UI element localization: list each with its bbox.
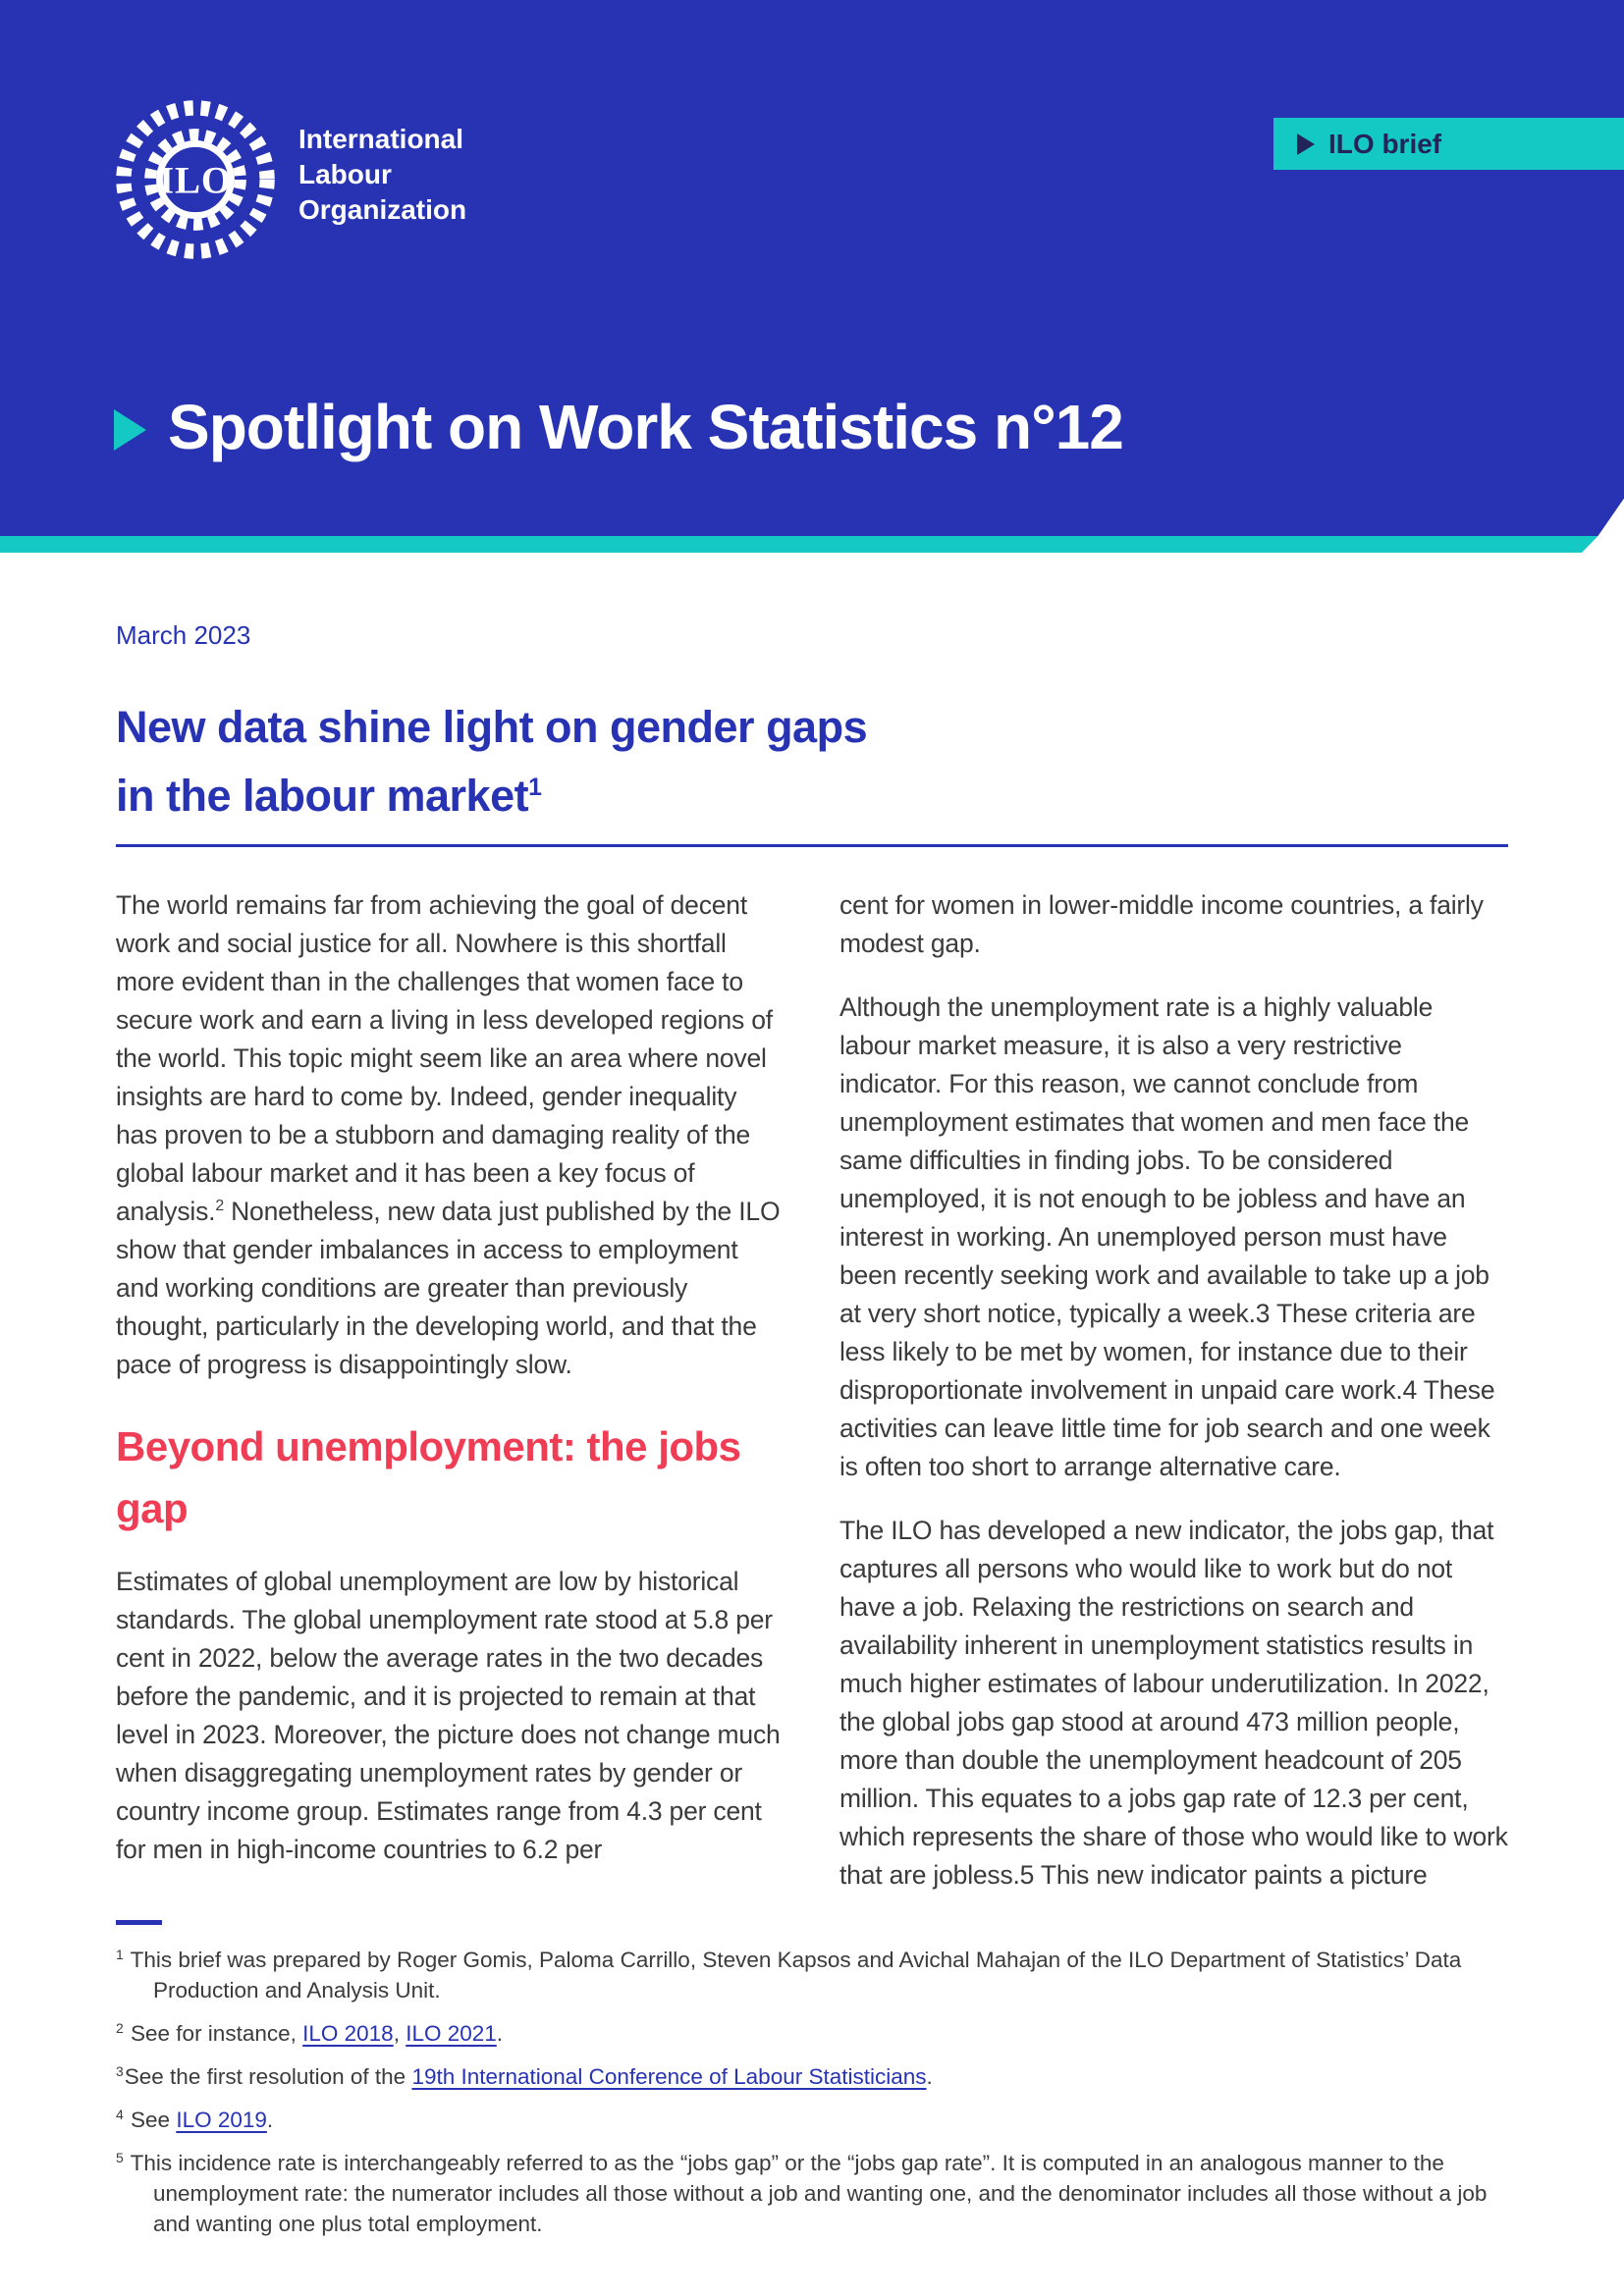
footnote-number: 1 — [116, 1946, 124, 1962]
ilo-emblem-icon — [112, 96, 279, 263]
footnote-item — [116, 2061, 1508, 2092]
body-paragraph — [116, 1563, 785, 1869]
text-run: Beyond unemployment: the jobs gap — [116, 1423, 741, 1531]
ilo-logo — [112, 96, 466, 263]
footnote-item — [116, 2148, 1508, 2239]
heading-divider — [116, 844, 1508, 847]
text-run: This brief was prepared by Roger Gomis, Paloma Carrillo, Steven Kapsos and Avichal Mahajan of the ILO Department of Statistics’ Data Production and Analysis Unit. — [124, 1948, 1462, 2002]
text-run: See — [124, 2108, 177, 2132]
article-heading — [116, 693, 867, 830]
text-run: See the first resolution of the — [124, 2064, 412, 2089]
article-heading-line2: in the labour market — [116, 771, 529, 821]
ilo-logo-wordmark — [298, 96, 466, 228]
logo-line: International — [298, 124, 464, 154]
text-run: Estimates of global unemployment are low by historical standards. The global unemployment rate stood at 5.8 per cent in 2022, below the average rates in the two decades before the pandemic, and it is projected to remain at that level in 2023. Moreover, the picture does not change much when disaggregating unemployment rates by gender or country income group. Estimates range from 4.3 per cent for men in high-income countries to 6.2 per — [116, 1567, 781, 1864]
footnote-item — [116, 2018, 1508, 2049]
footnote-link[interactable]: ILO 2018 — [302, 2021, 394, 2046]
text-run: See for instance, — [124, 2021, 303, 2046]
text-run: Nonetheless, new data just published by the ILO show that gender imbalances in access to employment and working conditions are greater than previously thought, particularly in the developing world, and that the pace of progress is disappointingly slow. — [116, 1197, 781, 1379]
text-run: . — [926, 2064, 933, 2089]
footnote-list — [116, 1945, 1508, 2239]
footnote-link[interactable]: 19th International Conference of Labour Statisticians — [411, 2064, 927, 2089]
svg-text:ILO: ILO — [158, 159, 233, 202]
logo-line: Organization — [298, 194, 467, 225]
article-heading-line1: New data shine light on gender gaps — [116, 702, 868, 752]
left-column — [116, 886, 785, 1920]
footnote-number: 5 — [116, 2149, 124, 2165]
text-run: . — [266, 2108, 274, 2132]
body-paragraph — [839, 886, 1508, 963]
footnote-ref: 1 — [528, 774, 542, 801]
badge-label: ILO brief — [1328, 128, 1442, 159]
footnote-number: 3 — [116, 2062, 124, 2079]
footnote-divider — [116, 1920, 162, 1925]
section-heading — [116, 1415, 785, 1539]
text-run: This incidence rate is interchangeably referred to as the “jobs gap” or the “jobs gap rate”. It is computed in an analogous manner to the unemployment rate: the numerator includes all those without a job and wanting one, and the denominator includes all those without a job and wanting one plus total employment. — [124, 2151, 1488, 2236]
text-run: , — [393, 2021, 406, 2046]
footnotes-section — [116, 1920, 1508, 2252]
series-title-text: Spotlight on Work Statistics n°12 — [168, 392, 1123, 462]
footnote-link[interactable]: ILO 2019 — [176, 2108, 267, 2132]
text-run: The world remains far from achieving the goal of decent work and social justice for all. Nowhere is this shortfall more evident than in the challenges that women face to secure work and earn a living in less developed regions of the world. This topic might seem like an area where novel insights are hard to come by. Indeed, gender inequality has proven to be a stubborn and damaging reality of the global labour market and it has been a key focus of analysis. — [116, 890, 773, 1226]
footnote-ref: 2 — [215, 1198, 224, 1215]
text-run: cent for women in lower-middle income countries, a fairly modest gap. — [839, 890, 1484, 958]
footnote-item — [116, 2105, 1508, 2135]
arrow-right-icon — [1297, 133, 1315, 155]
footnote-item — [116, 1945, 1508, 2005]
text-run: . — [496, 2021, 504, 2046]
publication-date: March 2023 — [116, 620, 251, 650]
article-body — [116, 886, 1508, 1920]
body-paragraph — [116, 886, 785, 1384]
teal-accent-strip — [0, 536, 1624, 553]
logo-line: Labour — [298, 159, 392, 189]
right-column — [839, 886, 1508, 1920]
text-run: Although the unemployment rate is a highly valuable labour market measure, it is also a very restrictive indicator. For this reason, we cannot conclude from unemployment estimates that women and men face the same difficulties in finding jobs. To be considered unemployed, it is not enough to be jobless and have an interest in working. An unemployed person must have been recently seeking work and available to take up a job at very short notice, typically a week.3 These criteria are less likely to be met by women, for instance due to their disproportionate involvement in unpaid care work.4 These activities can leave little time for job search and one week is often too short to arrange alternative care. — [839, 992, 1495, 1481]
body-paragraph — [839, 1512, 1508, 1895]
footnote-link[interactable]: ILO 2021 — [406, 2021, 497, 2046]
body-paragraph — [839, 988, 1508, 1486]
series-title — [114, 391, 1123, 463]
text-run: The ILO has developed a new indicator, the jobs gap, that captures all persons who would like to work but do not have a job. Relaxing the restrictions on search and availability inherent in unemployment statistics results in much higher estimates of labour underutilization. In 2022, the global jobs gap stood at around 473 million people, more than double the unemployment headcount of 205 million. This equates to a jobs gap rate of 12.3 per cent, which represents the share of those who would like to work that are jobless.5 This new indicator paints a picture — [839, 1516, 1508, 1890]
arrow-right-icon — [114, 409, 146, 451]
footnote-number: 4 — [116, 2106, 124, 2122]
ilo-brief-badge — [1273, 118, 1624, 170]
footnote-number: 2 — [116, 2019, 124, 2036]
